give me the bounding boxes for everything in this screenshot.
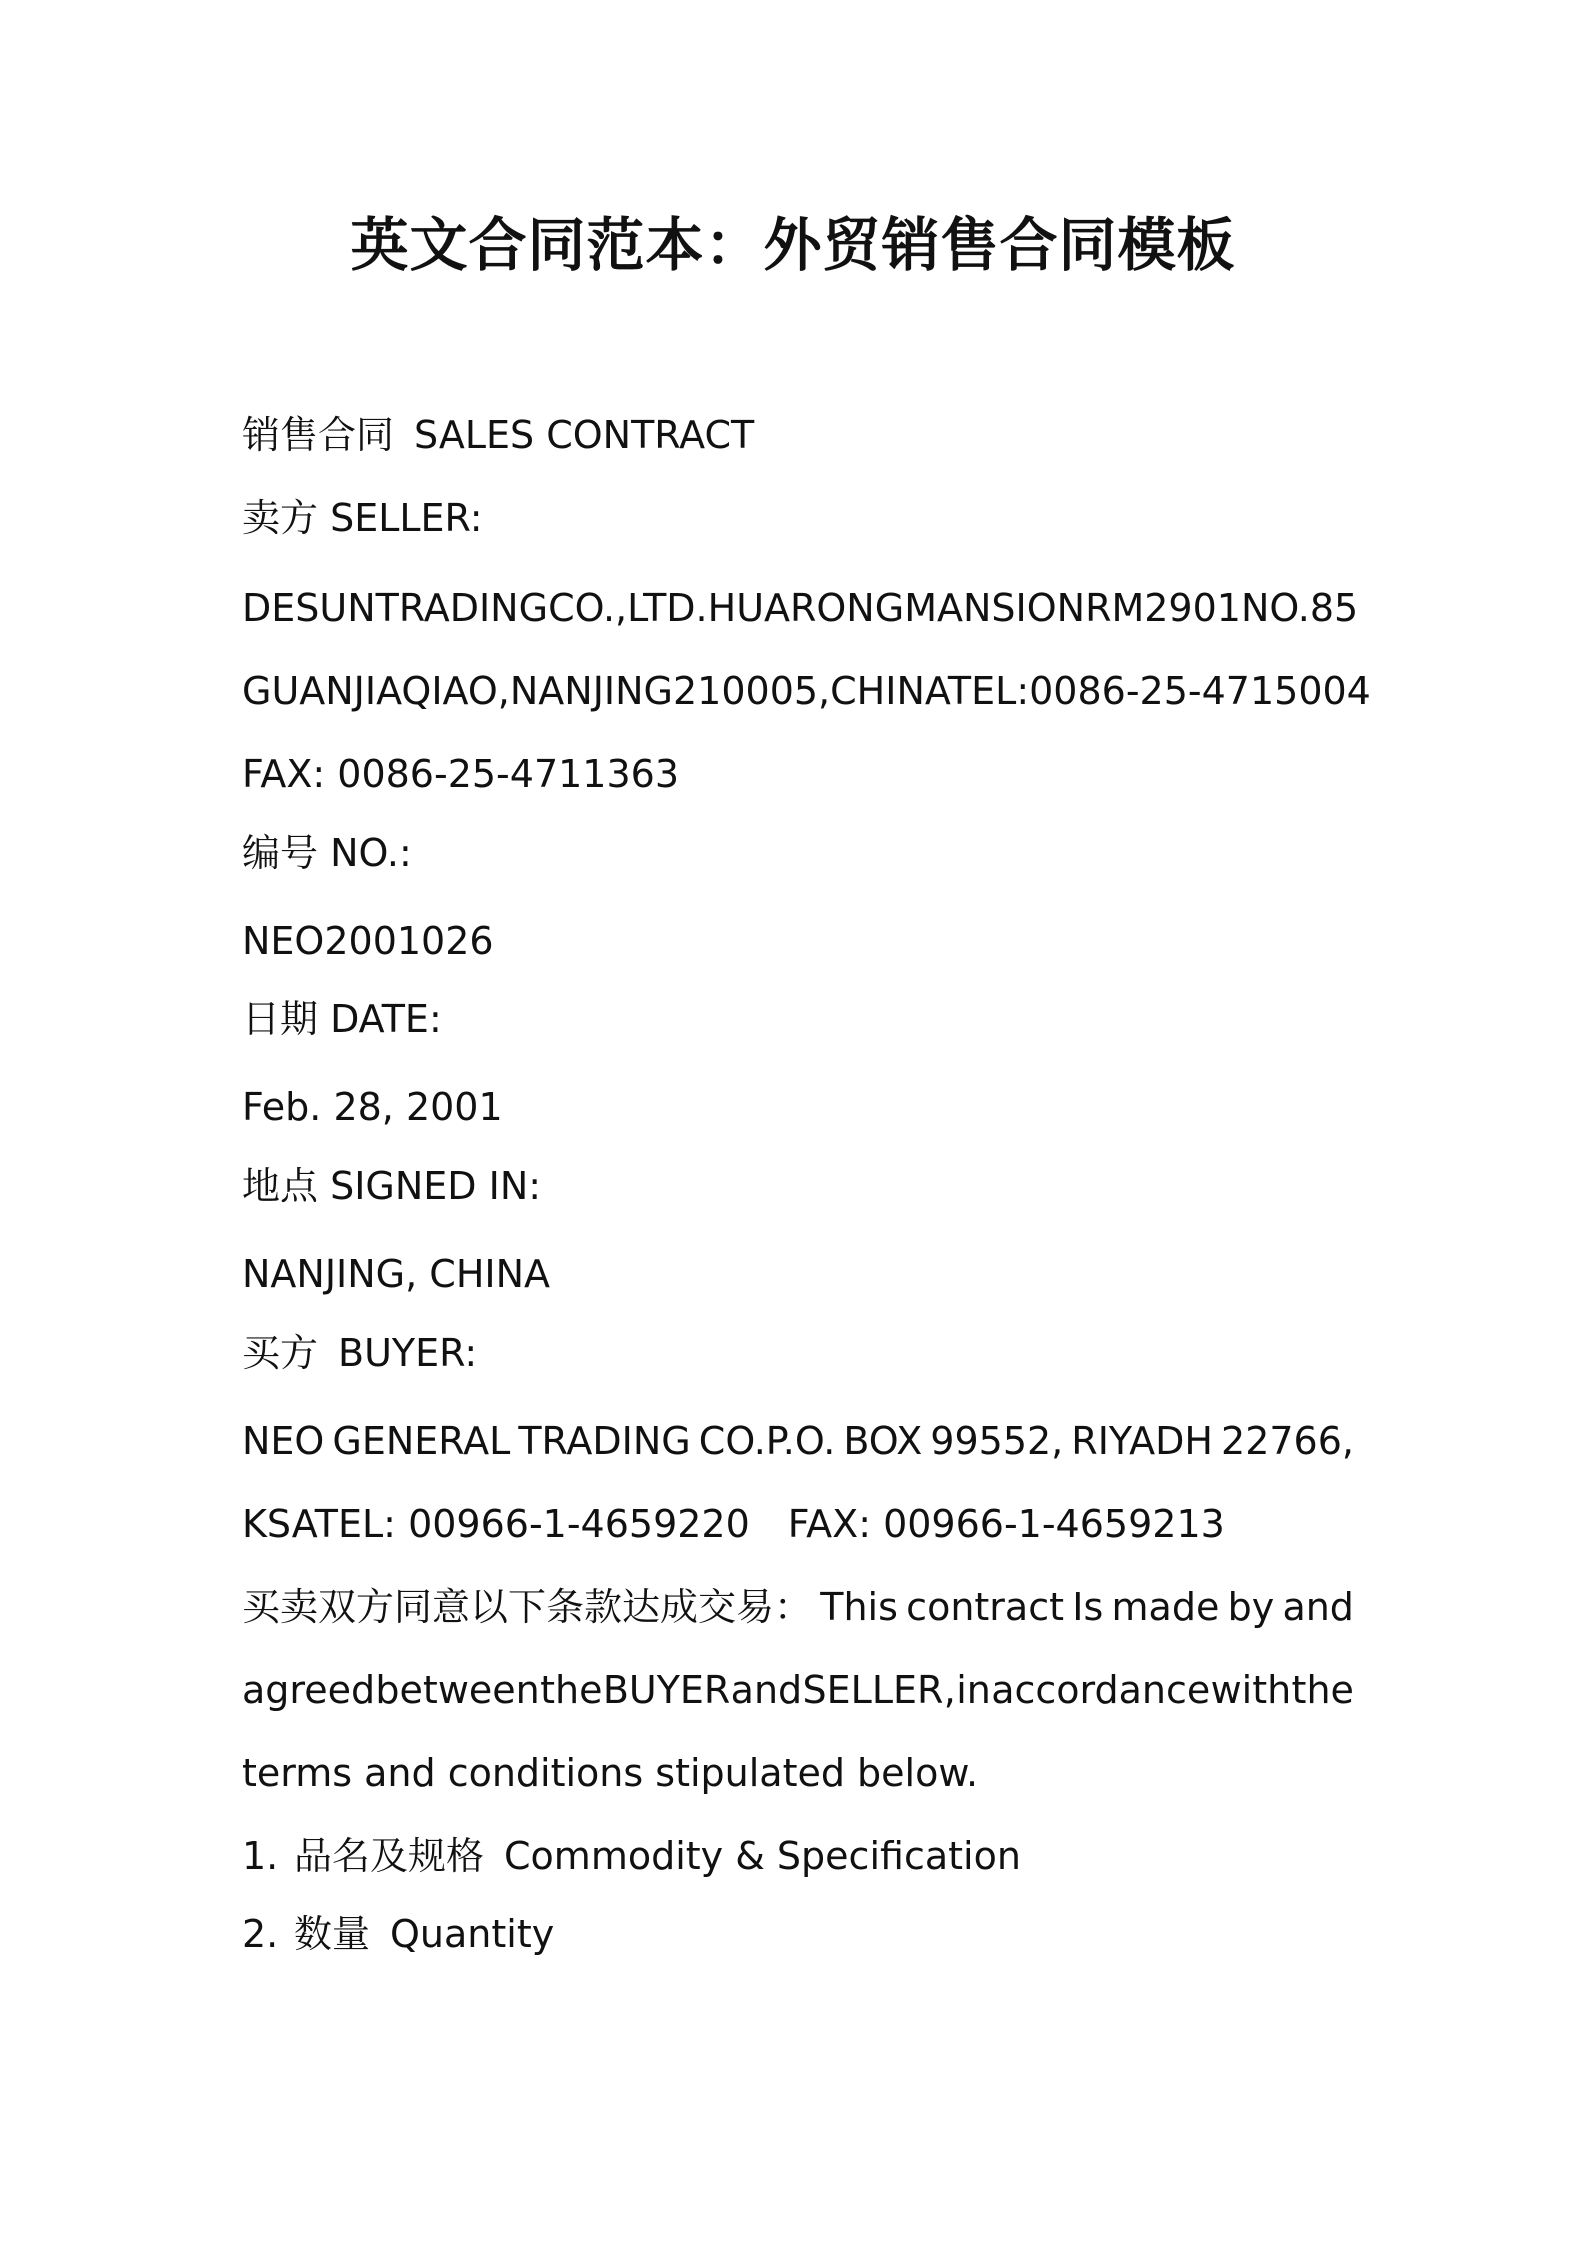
- seller-address-word: NO.85: [1240, 586, 1359, 630]
- agreement-word: Is: [1072, 1585, 1104, 1629]
- seller-address-line1: [242, 582, 1359, 634]
- agreement-word: by: [1227, 1585, 1275, 1629]
- buyer-address-line1: [242, 1415, 1354, 1467]
- buyer-address-word: CO.P.O.: [698, 1419, 836, 1463]
- contract-heading-en: SALES CONTRACT: [414, 413, 755, 457]
- agreement-word: made: [1111, 1585, 1220, 1629]
- buyer-address-word: GENERAL: [332, 1419, 511, 1463]
- seller-address-word: MANSION: [904, 586, 1086, 630]
- contract-heading-cn: 销售合同: [242, 413, 395, 457]
- buyer-fax: FAX: 00966-1-4659213: [787, 1502, 1225, 1546]
- list-item-en: Commodity & Specification: [504, 1834, 1021, 1878]
- seller-address-line2: [242, 665, 1371, 717]
- agreement-word: and: [1282, 1585, 1354, 1629]
- place-value: NANJING, CHINA: [242, 1252, 551, 1296]
- seller-fax: FAX: 0086-25-4711363: [242, 752, 679, 796]
- buyer-address-word: 22766,: [1221, 1419, 1354, 1463]
- buyer-address-word: BOX: [843, 1419, 923, 1463]
- list-item-en: Quantity: [390, 1912, 555, 1956]
- buyer-address-word: 99552,: [930, 1419, 1064, 1463]
- agreement-line3: terms and conditions stipulated below.: [242, 1751, 979, 1795]
- buyer-label-cn: 买方: [242, 1331, 319, 1375]
- seller-address-word: 210005,: [673, 669, 831, 713]
- seller-address-word: CO.,: [548, 586, 628, 630]
- number-label: 编号 NO.:: [242, 831, 412, 875]
- list-item-cn: 品名及规格: [294, 1834, 485, 1878]
- agreement-word: the: [1291, 1668, 1354, 1712]
- seller-address-word: 0086-25-4715004: [1029, 669, 1371, 713]
- number-value: NEO2001026: [242, 919, 494, 963]
- date-label: 日期 DATE:: [242, 997, 442, 1041]
- seller-address-word: RM2901: [1085, 586, 1241, 630]
- agreement-word: SELLER: [802, 1668, 944, 1712]
- date-value: Feb. 28, 2001: [242, 1085, 503, 1129]
- list-item-number: 1.: [242, 1834, 279, 1878]
- buyer-tel: KSATEL: 00966-1-4659220: [242, 1502, 750, 1546]
- buyer-label: [242, 1327, 477, 1379]
- seller-address-word: GUANJIAQIAO,NANJING: [242, 669, 673, 713]
- agreement-word: 买卖双方同意以下条款达成交易：: [242, 1585, 813, 1629]
- document-title: 英文合同范本：外贸销售合同模板: [350, 211, 1236, 279]
- seller-address-word: LTD.HUARONG: [627, 586, 905, 630]
- agreement-word: This: [820, 1585, 898, 1629]
- place-label: 地点 SIGNED IN:: [242, 1164, 542, 1208]
- agreement-line2: [242, 1664, 1354, 1716]
- list-item-cn: 数量: [294, 1912, 371, 1956]
- list-item: [242, 1908, 554, 1960]
- agreement-word: between: [375, 1668, 540, 1712]
- agreement-word: the: [540, 1668, 603, 1712]
- buyer-address-word: NEO: [242, 1419, 325, 1463]
- agreement-word: contract: [906, 1585, 1064, 1629]
- list-item-number: 2.: [242, 1912, 279, 1956]
- agreement-word: agreed: [242, 1668, 376, 1712]
- buyer-address-word: TRADING: [518, 1419, 691, 1463]
- agreement-word: BUYER: [602, 1668, 731, 1712]
- buyer-label-en: BUYER:: [338, 1331, 478, 1375]
- seller-address-word: DESUN: [242, 586, 376, 630]
- agreement-word: and: [730, 1668, 803, 1712]
- agreement-word: in: [956, 1668, 991, 1712]
- agreement-word: ,: [943, 1668, 956, 1712]
- agreement-word: with: [1210, 1668, 1292, 1712]
- agreement-line1: [242, 1581, 1354, 1633]
- list-item: [242, 1830, 1021, 1882]
- seller-address-word: CHINATEL:: [830, 669, 1030, 713]
- buyer-contact: [242, 1498, 1225, 1550]
- buyer-address-word: RIYADH: [1071, 1419, 1213, 1463]
- agreement-word: accordance: [991, 1668, 1211, 1712]
- contract-heading: [242, 409, 754, 461]
- seller-address-word: TRADING: [375, 586, 549, 630]
- seller-label: 卖方 SELLER:: [242, 496, 483, 540]
